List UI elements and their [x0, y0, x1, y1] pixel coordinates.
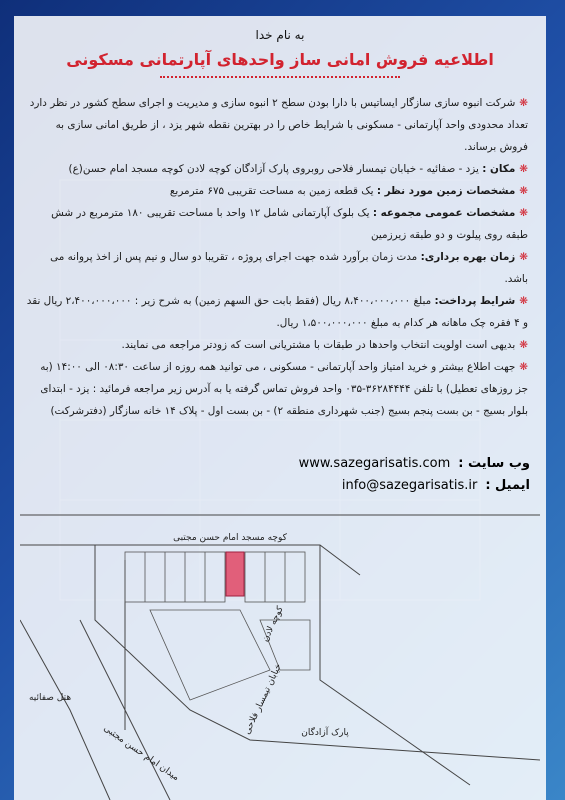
- detail-text: جهت اطلاع بیشتر و خرید امتیاز واحد آپارتمانی - مسکونی ، می توانید همه روزه از ساعت ۰۸:۳۰ الی ۱۴:۰۰ (به جز روزهای تعطیل) با تلفن ۳۶۲۸۴۴۴۴-۰۳۵ واحد فروش تماس گرفته یا به آدرس زیر مراجعه فرمائید : یزد - ابتدای بلوار بسیج - بن بست پنجم بسیج (جنب شهرداری منطقه ۲) - بن بست اول - پلاک ۱۴ خانه سازگار (دفترشرکت): [40, 361, 528, 417]
- detail-label: مشخصات زمین مورد نظر :: [376, 185, 516, 197]
- bullet-icon: ❋: [519, 339, 528, 351]
- map-label-square: میدان امام حسن مجتبی: [101, 723, 181, 784]
- detail-location: [26, 158, 528, 180]
- website-row: [20, 452, 540, 474]
- bullet-icon: ❋: [519, 361, 528, 373]
- detail-label: زمان بهره برداری:: [420, 251, 516, 263]
- map-parcels: [125, 552, 310, 700]
- announcement-body: [26, 92, 528, 422]
- detail-text: یزد - صفائیه - خیابان تیمسار فلاحی روبروی پارک آزادگان کوچه لادن کوچه مسجد امام حسن(ع): [68, 163, 479, 175]
- detail-label: مشخصات عمومی مجموعه :: [372, 207, 516, 219]
- email-row: [20, 474, 540, 496]
- page-title: اطلاعیه فروش امانی ساز واحدهای آپارتمانی مسکونی: [66, 50, 494, 69]
- detail-contact-info: [26, 356, 528, 422]
- announcement-card: [20, 22, 540, 800]
- bullet-icon: ❋: [519, 207, 528, 219]
- map-label-street-main: خیابان تیمسار فلاحی: [242, 662, 284, 737]
- detail-land: [26, 180, 528, 202]
- title-divider: [160, 76, 400, 78]
- detail-text: مبلغ ۸،۴۰۰،۰۰۰،۰۰۰ ریال (فقط بابت حق السهم زمین) به شرح زیر : ۲،۴۰۰،۰۰۰،۰۰۰ ریال نقد و ۴ فقره چک ماهانه هر کدام به مبلغ ۱،۵۰۰،۰۰۰،۰۰۰ ریال.: [26, 295, 528, 329]
- bismillah-line: به نام خدا: [255, 28, 305, 42]
- bullet-icon: ❋: [519, 163, 528, 175]
- map-label-alley-ladan: کوچه لادن: [260, 604, 286, 644]
- detail-text: یک قطعه زمین به مساحت تقریبی ۶۷۵ مترمربع: [169, 185, 374, 197]
- detail-label: شرایط پرداخت:: [434, 295, 516, 307]
- email-label: ایمیل :: [485, 477, 530, 493]
- detail-text: بدیهی است اولویت انتخاب واحدها در طبقات با مشتریانی است که زودتر مراجعه می نمایند.: [121, 339, 516, 351]
- detail-text: مدت زمان برآورد شده جهت اجرای پروژه ، تقریبا دو سال و نیم پس از اخذ پروانه می باشد.: [50, 251, 528, 285]
- map-label-park: پارک آزادگان: [301, 728, 349, 738]
- bullet-icon: ❋: [519, 185, 528, 197]
- detail-label: مکان :: [482, 163, 516, 175]
- detail-text: یک بلوک آپارتمانی شامل ۱۲ واحد با مساحت تقریبی ۱۸۰ مترمربع در شش طبقه روی پیلوت و دو طبقه زیرزمین: [51, 207, 528, 241]
- detail-operation-time: [26, 246, 528, 290]
- map-label-hotel: هتل صفائیه: [28, 693, 72, 703]
- project-site-marker: [226, 552, 244, 596]
- detail-payment: [26, 290, 528, 334]
- map-label-street-top: کوچه مسجد امام حسن مجتبی: [173, 533, 287, 543]
- intro-paragraph: [26, 92, 528, 158]
- email-link[interactable]: info@sazegarisatis.ir: [341, 477, 478, 493]
- bullet-icon: ❋: [519, 97, 528, 109]
- detail-priority: [26, 334, 528, 356]
- website-link[interactable]: www.sazegarisatis.com: [298, 455, 451, 471]
- map-roads: [20, 515, 540, 800]
- intro-text: شرکت انبوه سازی سازگار ایساتیس با دارا بودن سطح ۲ انبوه سازی و مدیریت و اجرای سطح کشور در نظر دارد تعداد محدودی واحد آپارتمانی - مسکونی با شرایط خاص را در بهترین نقطه شهر یزد ، از طریق امانی سازی به فروش برساند.: [29, 97, 528, 153]
- bullet-icon: ❋: [519, 251, 528, 263]
- bullet-icon: ❋: [519, 295, 528, 307]
- detail-complex: [26, 202, 528, 246]
- contact-block: [20, 452, 540, 496]
- location-map: [20, 500, 540, 800]
- website-label: وب سایت :: [458, 455, 530, 471]
